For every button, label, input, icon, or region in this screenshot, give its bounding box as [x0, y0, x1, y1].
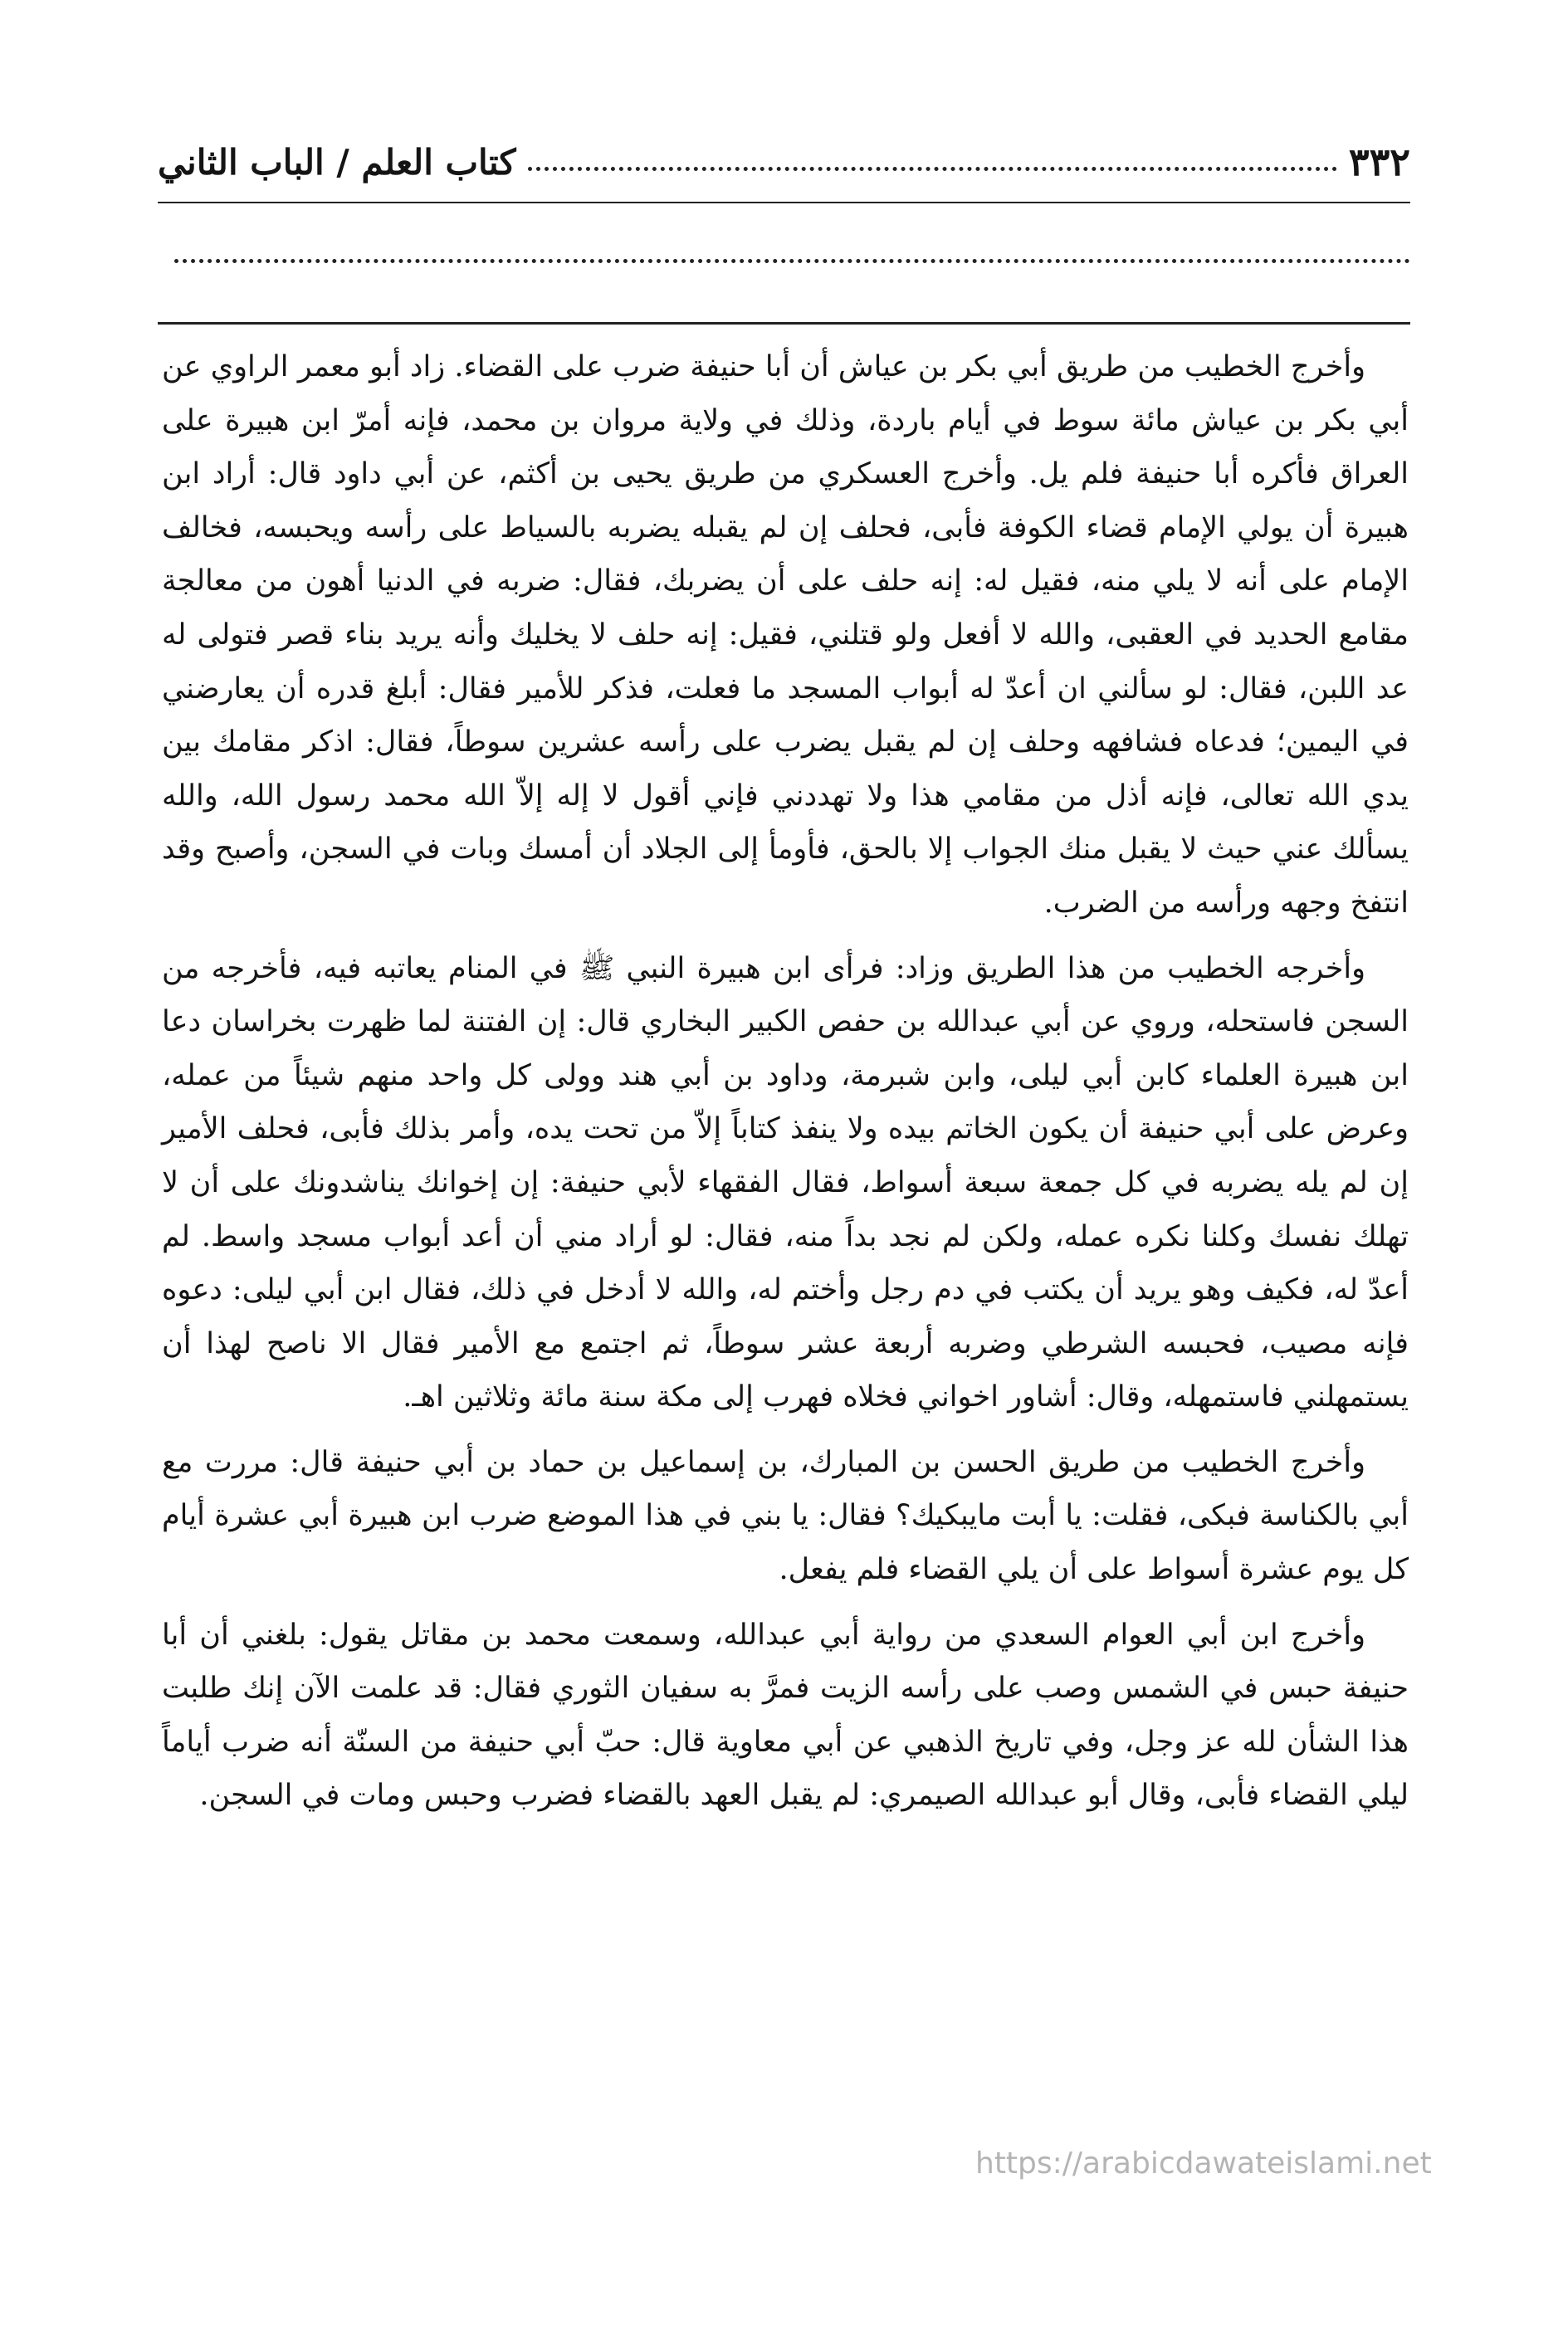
footnote-paragraph: وأخرج الخطيب من طريق أبي بكر بن عياش أن أبا حنيفة ضرب على القضاء. زاد أبو معمر الراوي عن أبي بكر بن عياش مائة سوط في أيام باردة، وذلك في ولاية مروان بن محمد، فإنه أمرّ ابن هبيرة على العراق فأكره أبا حنيفة فلم يل. وأخرج العسكري من طريق يحيى بن أكثم، عن أبي داود قال: أراد ابن هبيرة أن يولي الإمام قضاء الكوفة فأبى، فحلف إن لم يقبله يضربه بالسياط على رأسه ويحبسه، فخالف الإمام على أنه لا يلي منه، فقيل له: إنه حلف على أن يضربك، فقال: ضربه في الدنيا أهون من معالجة مقامع الحديد في العقبى، والله لا أفعل ولو قتلني، فقيل: إنه حلف لا يخليك وأنه يريد بناء قصر فتولى له عد اللبن، فقال: لو سألني ان أعدّ له أبواب المسجد ما فعلت، فذكر للأمير فقال: أبلغ قدره أن يعارضني في اليمين؛ فدعاه فشافهه وحلف إن لم يقبل يضرب على رأسه عشرين سوطاً، فقال: اذكر مقامك بين يدي الله تعالى، فإنه أذل من مقامي هذا ولا تهددني فإني أقول لا إله إلاّ الله محمد رسول الله، والله يسألك عني حيث لا يقبل منك الجواب إلا بالحق، فأومأ إلى الجلاد أن أمسك وبات في السجن، وأصبح وقد انتفخ وجهه ورأسه من الضرب.: [162, 350, 1409, 920]
main-text-dotted-line: [174, 259, 1410, 263]
running-title: كتاب العلم / الباب الثاني: [158, 141, 516, 183]
page-number: ٣٣٢: [1348, 139, 1410, 184]
website-watermark: https://arabicdawateislami.net: [975, 2146, 1432, 2180]
footnotes-body: [162, 340, 1409, 1834]
header-rule: [158, 202, 1410, 203]
footnote-paragraph: وأخرجه الخطيب من هذا الطريق وزاد: فرأى ابن هبيرة النبي ﷺ في المنام يعاتبه فيه، فأخرجه من السجن فاستحله، وروي عن أبي عبدالله بن حفص الكبير البخاري قال: إن الفتنة لما ظهرت بخراسان دعا ابن هبيرة العلماء كابن أبي ليلى، وابن شبرمة، وداود بن أبي هند وولى كل واحد منهم شيئاً من عمله، وعرض على أبي حنيفة أن يكون الخاتم بيده ولا ينفذ كتاباً إلاّ من تحت يده، وأمر بذلك فأبى، فحلف الأمير إن لم يله يضربه في كل جمعة سبعة أسواط، فقال الفقهاء لأبي حنيفة: إن إخوانك يناشدونك على أن لا تهلك نفسك وكلنا نكره عمله، ولكن لم نجد بداً منه، فقال: لو أراد مني أن أعد أبواب مسجد واسط. لم أعدّ له، فكيف وهو يريد أن يكتب في دم رجل وأختم له، والله لا أدخل في ذلك، فقال ابن أبي ليلى: دعوه فإنه مصيب، فحبسه الشرطي وضربه أربعة عشر سوطاً، ثم اجتمع مع الأمير فقال الا ناصح لهذا أن يستمهلني فاستمهله، وقال: أشاور اخواني فخلاه فهرب إلى مكة سنة مائة وثلاثين اهـ.: [162, 951, 1409, 1414]
footnote-paragraph: وأخرج ابن أبي العوام السعدي من رواية أبي عبدالله، وسمعت محمد بن مقاتل يقول: بلغني أن أبا حنيفة حبس في الشمس وصب على رأسه الزيت فمرَّ به سفيان الثوري فقال: قد علمت الآن إنك طلبت هذا الشأن لله عز وجل، وفي تاريخ الذهبي عن أبي معاوية قال: حبّ أبي حنيفة من السنّة أنه ضرب أياماً ليلي القضاء فأبى، وقال أبو عبدالله الصيمري: لم يقبل العهد بالقضاء فضرب وحبس ومات في السجن.: [162, 1618, 1409, 1813]
header-dot-leader: [528, 167, 1337, 171]
footnote-separator-rule: [158, 322, 1410, 325]
footnote-paragraph: وأخرج الخطيب من طريق الحسن بن المبارك، بن إسماعيل بن حماد بن أبي حنيفة قال: مررت مع أبي بالكناسة فبكى، فقلت: يا أبت مايبكيك؟ فقال: يا بني في هذا الموضع ضرب ابن هبيرة أبي عشرة أيام كل يوم عشرة أسواط على أن يلي القضاء فلم يفعل.: [162, 1445, 1409, 1587]
page-header: [158, 133, 1410, 191]
